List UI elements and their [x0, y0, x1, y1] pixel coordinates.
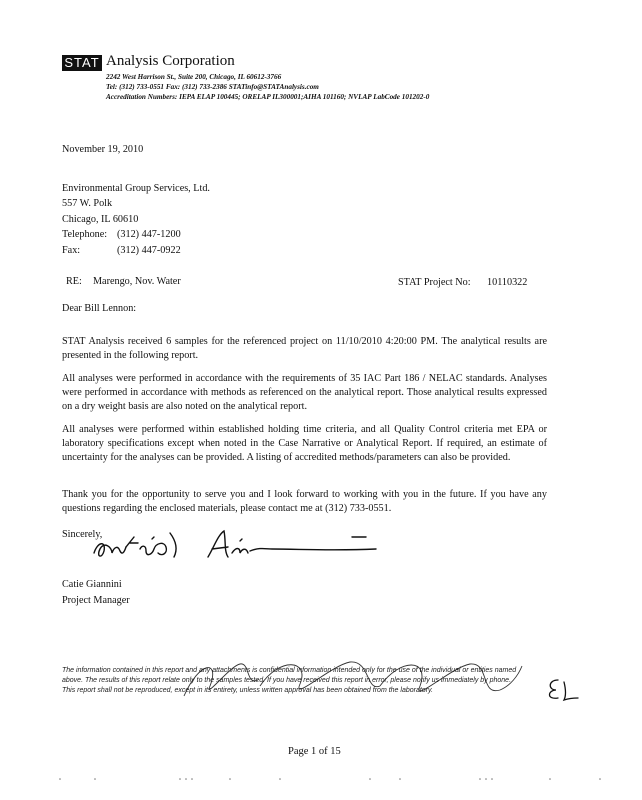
re-value: Marengo, Nov. Water	[93, 276, 181, 287]
handwritten-signature	[90, 527, 380, 575]
project-number: 10110322	[487, 277, 528, 288]
company-contact: Tel: (312) 733-0551 Fax: (312) 733-2386 STATinfo@STATAnalysis.com	[106, 83, 319, 91]
handwritten-initials	[544, 676, 580, 702]
recipient-city: Chicago, IL 60610	[62, 214, 139, 225]
recipient-street: 557 W. Polk	[62, 198, 113, 209]
signer-name: Catie Giannini	[62, 579, 122, 590]
paragraph-thank-you: Thank you for the opportunity to serve you and I look forward to working with you in the future. If you have any questions regarding the enclosed materials, please contact me at (312) 733-0551.	[62, 489, 547, 514]
page-number: Page 1 of 15	[288, 746, 341, 757]
telephone-label: Telephone:	[62, 229, 108, 240]
recipient-company: Environmental Group Services, Ltd.	[62, 183, 210, 194]
fax-label: Fax:	[62, 245, 81, 256]
re-label: RE:	[66, 276, 82, 287]
scan-noise-dots	[40, 776, 610, 782]
signer-title: Project Manager	[62, 595, 130, 606]
salutation: Dear Bill Lennon:	[62, 303, 137, 314]
paragraph-standards: All analyses were performed in accordance with the requirements of 35 IAC Part 186 / NELAC standards. Analyses were performed in accordance with methods as referenced on the analytical report. Those analytical results expressed on a dry weight basis are also noted on the analytical report.	[62, 373, 547, 412]
paragraph-receipt: STAT Analysis received 6 samples for the referenced project on 11/10/2010 4:20:00 PM. The analytical results are presented in the following report.	[62, 336, 547, 361]
paragraph-quality-control: All analyses were performed within established holding time criteria, and all Quality Control criteria met EPA or laboratory specifications except when noted in the Case Narrative or Analytical Report. If required, an estimate of uncertainty for the analyses can be provided. A listing of accredited methods/parameters can also be provided.	[62, 424, 547, 463]
letter-date: November 19, 2010	[62, 144, 144, 155]
confidentiality-disclaimer: The information contained in this report and any attachments is confidential information intended only for the use of the individual or entities named above. The results of this report relate only to the samples tested. If you have received this report in error, please notify us immediately by phone. This report shall not be reproduced, except in its entirety, unless written approval has been obtained from the laboratory.	[62, 667, 517, 694]
closing: Sincerely,	[62, 529, 103, 540]
project-number-label: STAT Project No:	[398, 277, 471, 288]
fax-value: (312) 447-0922	[117, 245, 181, 256]
accreditation-numbers: Accreditation Numbers: IEPA ELAP 100445; ORELAP IL300001;AIHA 101160; NVLAP LabCode 101202-0	[106, 93, 430, 101]
company-address: 2242 West Harrison St., Suite 200, Chicago, IL 60612-3766	[106, 73, 282, 81]
company-name: Analysis Corporation	[106, 53, 235, 69]
company-logo: STAT	[62, 55, 102, 71]
telephone-value: (312) 447-1200	[117, 229, 181, 240]
